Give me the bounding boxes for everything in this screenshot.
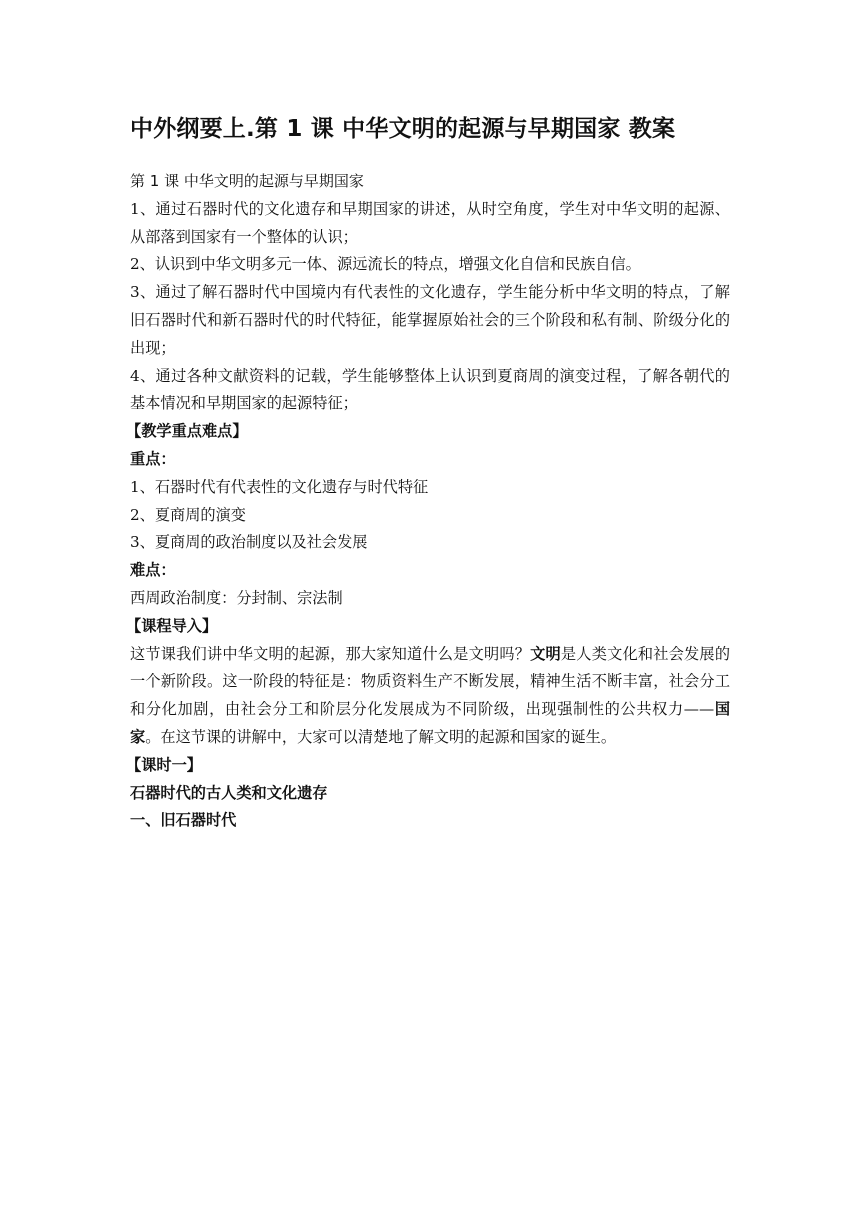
key-difficult-heading: 【教学重点难点】 [126,422,248,441]
difficult-points-label: 难点： [130,561,176,580]
key-point-3: 3、夏商周的政治制度以及社会发展 [130,533,368,552]
intro-bold-civilization: 文明 [530,644,561,663]
subsection-title: 一、旧石器时代 [130,811,237,830]
difficult-point-1: 西周政治制度：分封制、宗法制 [130,588,343,607]
lesson-heading: 第 1 课 中华文明的起源与早期国家 [130,172,364,190]
key-points-label: 重点： [130,449,176,468]
intro-text-part2: 是人类文化和社会发展的一个新阶段。这一阶段的特征是：物质资料生产不断发展，精神生活不断丰富，社会分工和分化加剧，由社会分工和阶层分化发展成为不同阶级，出现强制性的公共权力—— [130,644,731,719]
intro-bold-state: 国家 [130,700,731,746]
objective-4: 4、通过各种文献资料的记载，学生能够整体上认识到夏商周的演变过程，了解各朝代的基本情况和早期国家的起源特征； [130,366,730,413]
intro-heading: 【课程导入】 [126,616,218,635]
intro-text-part3: 。在这节课的讲解中，大家可以清楚地了解文明的起源和国家的诞生。 [145,727,616,746]
objective-1: 1、通过石器时代的文化遗存和早期国家的讲述，从时空角度，学生对中华文明的起源、从部落到国家有一个整体的认识； [130,199,730,246]
key-point-1: 1、石器时代有代表性的文化遗存与时代特征 [130,477,429,496]
objective-2: 2、认识到中华文明多元一体、源远流长的特点，增强文化自信和民族自信。 [130,255,641,274]
document-body [126,168,731,835]
key-point-2: 2、夏商周的演变 [130,505,246,524]
document-title: 中外纲要上.第 1 课 中华文明的起源与早期国家 教案 [130,116,676,142]
section-title: 石器时代的古人类和文化遗存 [130,783,328,802]
intro-text-part1: 这节课我们讲中华文明的起源，那大家知道什么是文明吗？ [130,644,531,663]
period-one-heading: 【课时一】 [126,755,202,774]
objective-3: 3、通过了解石器时代中国境内有代表性的文化遗存，学生能分析中华文明的特点，了解旧石器时代和新石器时代的时代特征，能掌握原始社会的三个阶段和私有制、阶级分化的出现； [130,283,730,357]
intro-paragraph [130,641,730,752]
